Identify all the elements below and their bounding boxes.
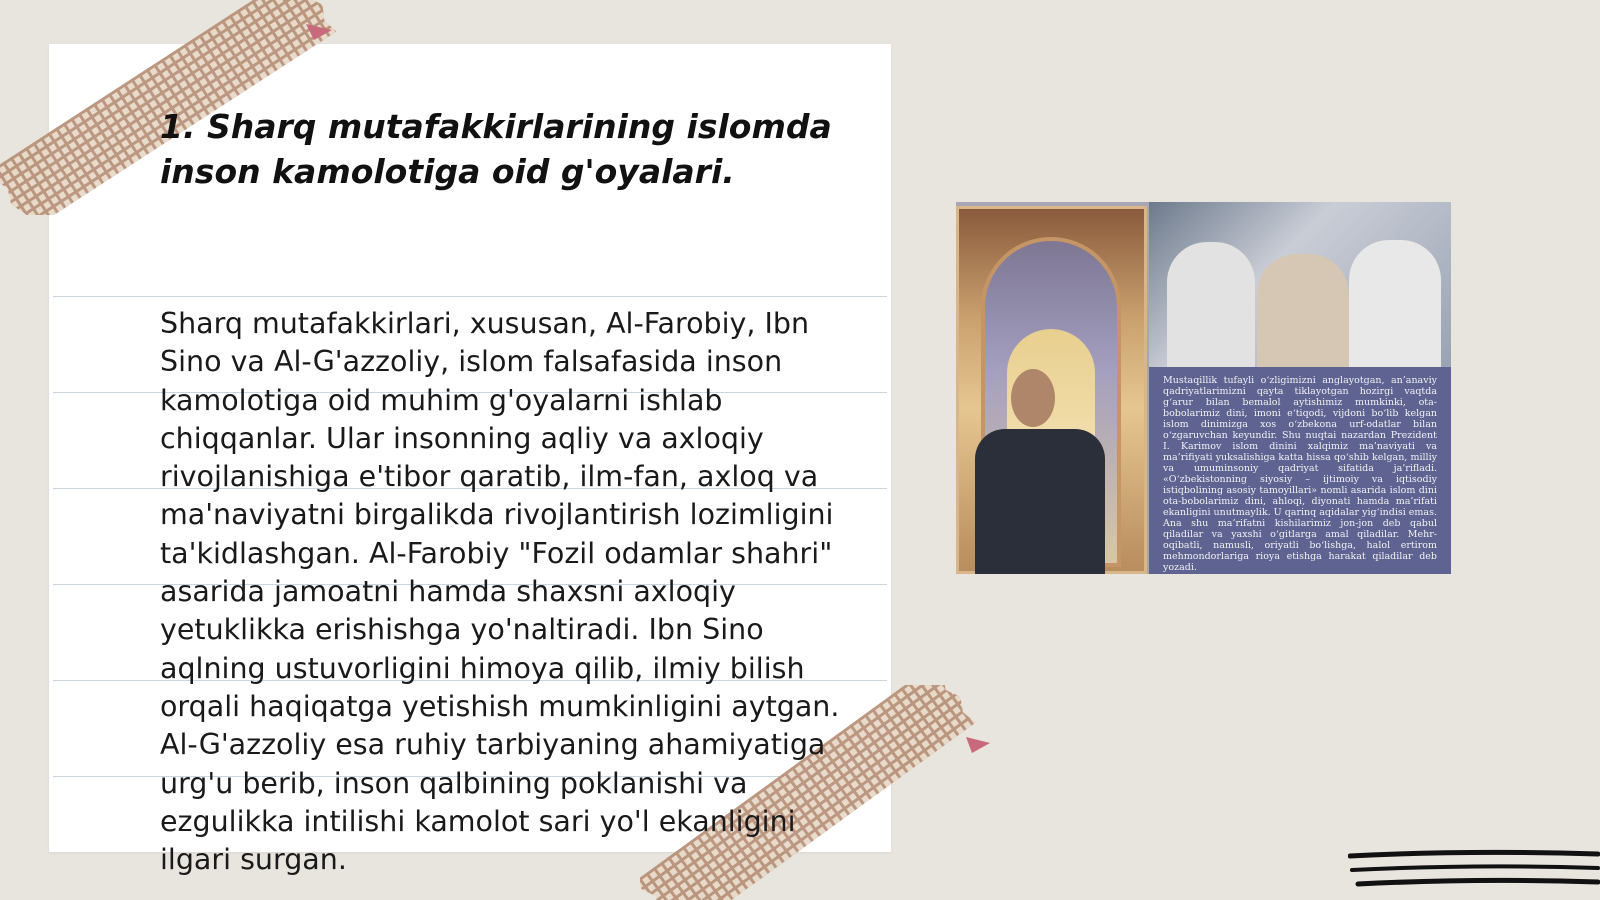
- slide-title: 1. Sharq mutafakkirlarining islomda inson kamolotiga oid g'oyalari.: [160, 107, 832, 191]
- mihrab-photo-panel: [956, 206, 1147, 574]
- man-in-suit-figure: [975, 429, 1105, 574]
- mosque-photo-collage: [956, 202, 1451, 574]
- imam-figure: [1167, 242, 1255, 367]
- slide-body-text: Sharq mutafakkirlari, xususan, Al-Farobiy, Ibn Sino va Al-G'azzoliy, islom falsafasida inson kamolotiga oid muhim g'oyalarni ishlab chiqqanlar. Ular insonning aqliy va axloqiy rivojlanishiga e'tibor qaratib, ilm-fan, axloq va ma'naviyatni birgalikda rivojlantirish lozimligini ta'kidlashgan. Al-Farobiy "Fozil odamlar shahri" asarida jamoatni hamda shaxsni axloqiy yetuklikka erishishga yo'naltiradi. Ibn Sino aqlning ustuvorligini himoya qilib, ilmiy bilish orqali haqiqatga yetishish mumkinligini aytgan. Al-G'azzoliy esa ruhiy tarbiyaning ahamiyatiga urg'u berib, inson qalbining poklanishi va ezgulikka intilishi kamolot sari yo'l ekanligini ilgari surgan.: [160, 307, 840, 877]
- imam-figure: [1257, 254, 1349, 367]
- imam-figure: [1349, 240, 1441, 367]
- man-head-figure: [1011, 369, 1055, 427]
- imams-photo-panel: [1149, 202, 1451, 367]
- ruled-line: [53, 296, 887, 297]
- brush-stroke-decoration: [1348, 848, 1600, 900]
- photo-caption: Mustaqillik tufayli o‘zligimizni anglayotgan, an’anaviy qadriyatlarimizni qayta tiklayotgan hozirgi vaqtda g‘arur bilan bemalol aytishimiz mumkinki, ota-bobolarimiz dini, imoni e‘tiqodi, vijdoni bo‘lib kelgan islom dinimizga xos o‘zbekona urf-odatlar bilan o‘zgaruvchan keyundir. Shu nuqtai nazardan Prezident I. Karimov islom dinini xalqimiz ma’naviyati va ma’rifiyati yuksalishiga katta hissa qo‘shib kelgan, milliy va umuminsoniy qadriyat sifatida ja’rifladi. «O‘zbekistonning siyosiy – ijtimoiy va iqtisodiy istiqbolining asosiy tamoyillari» nomli asarida islom dini ota-bobolarimiz dini, ahloqi, diyonati hamda ma’rifati ekanligini unutmaylik. U qarinq aqidalar yig‘indisi emas. Ana shu ma’rifatni kishilarimiz jon-jon deb qabul qiladilar va yaxshi o‘gitlarga amal qiladilar. Mehr-oqibatli, namusli, oriyatli bo‘lishga, halol ertirom mehmondorlariga rioya etishga harakat qiladilar deb yozadi.: [1149, 367, 1451, 574]
